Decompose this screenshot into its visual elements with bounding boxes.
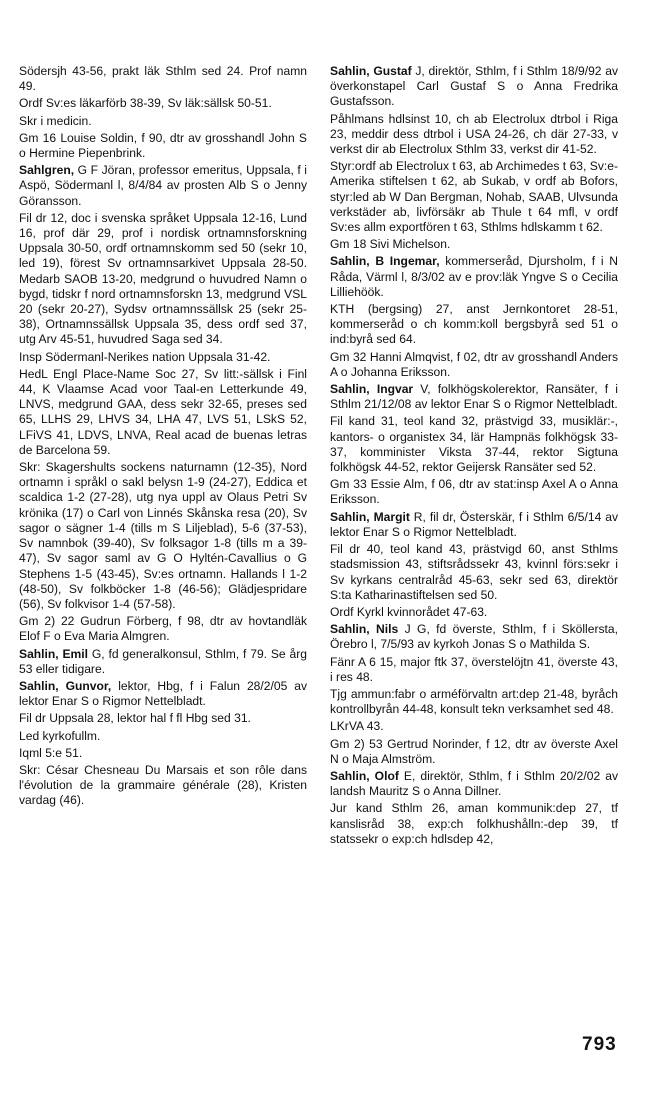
entry-text: Skr: César Chesneau Du Marsais et son rôle dans l'évolution de la grammaire générale (28), Kristen vardag (46). (19, 762, 307, 808)
entry-paragraph (330, 477, 618, 507)
biography-entry (330, 382, 618, 412)
entry-paragraph (19, 350, 307, 365)
entry-text: Påhlmans hdlsinst 10, ch ab Electrolux dtrbol i Riga 23, meddir dess dtrbol i USA 24-26, ch där 27-33, v verkst dir ab Electrolux Sthlm 33, verkst dir 41-52. (330, 111, 618, 157)
person-name: Sahlin, Margit (330, 509, 410, 524)
entry-paragraph (330, 302, 618, 348)
entry-text: Gm 18 Sivi Michelson. (330, 237, 451, 252)
person-name: Sahlin, Gunvor, (19, 678, 112, 693)
entry-text: Gm 2) 22 Gudrun Förberg, f 98, dtr av hovtandläk Elof F o Eva Maria Almgren. (19, 614, 307, 644)
entry-paragraph (19, 746, 307, 761)
entry-text: V, folkhögskolerektor, Ransäter, f i Sthlm 21/12/08 av lektor Enar S o Rigmor Nettelbladt. (330, 382, 618, 412)
entry-text: Gm 2) 53 Gertrud Norinder, f 12, dtr av överste Axel N o Maja Almström. (330, 736, 618, 766)
person-name: Sahlin, Olof (330, 768, 399, 783)
entry-text: Ordf Kyrkl kvinnorådet 47-63. (330, 604, 488, 619)
entry-paragraph (19, 131, 307, 161)
entry-paragraph (330, 542, 618, 603)
biography-entry (330, 622, 618, 652)
entry-text: Gm 32 Hanni Almqvist, f 02, dtr av grosshandl Anders A o Johanna Eriksson. (330, 349, 618, 379)
entry-text: Jur kand Sthlm 26, aman kommunik:dep 27, tf kanslisråd 38, exp:ch folkhushålln:-dep 39, tf statssekr o exp:ch hdlsdep 42, (330, 801, 618, 846)
entry-paragraph (330, 414, 618, 475)
entry-text: Gm 33 Essie Alm, f 06, dtr av stat:insp Axel A o Anna Eriksson. (330, 477, 618, 507)
biography-entry (330, 254, 618, 300)
entry-paragraph (330, 112, 618, 158)
entry-paragraph (330, 159, 618, 235)
entry-paragraph (19, 614, 307, 644)
person-name: Sahlgren, (19, 163, 75, 178)
entry-text: Insp Södermanl-Nerikes nation Uppsala 31-42. (19, 349, 271, 364)
entry-text: Ordf Sv:es läkarförb 38-39, Sv läk:sällsk 50-51. (19, 96, 272, 111)
left-column (19, 64, 307, 811)
entry-text: R, fil dr, Österskär, f i Sthlm 6/5/14 av lektor Enar S o Rigmor Nettelbladt. (330, 509, 618, 539)
entry-text: E, direktör, Sthlm, f i Sthlm 20/2/02 av landsh Mauritz S o Anna Dillner. (330, 768, 618, 799)
biography-entry (330, 510, 618, 540)
entry-text: Led kyrkofullm. (19, 728, 101, 743)
entry-paragraph (19, 711, 307, 726)
entry-paragraph (330, 719, 618, 734)
entry-paragraph (330, 655, 618, 685)
entry-text: Skr: Skagershults sockens naturnamn (12-35), Nord ortnamn i språkl o sakl belysn 1-9 (24-27), Eddica et scaldica 1-2 (27-28), utg nya uppl av Olaus Petri Sv krönika (17) o Carl von Linnés Skånska resa (20), Sv sagor o sägner 1-4 (tills m S Liljeblad), 5-6 (37-53), Sv namnbok (39-40), Sv folksagor 1-8 (tills m a 39-47), Sv sagor saml av G O Hyltén-Cavallius o G Stephens 1-5 (43-45), Sv:es ortnamn. Hallands l 1-2 (48-50), Sv folkböcker 1-8 (46-56); Glädjespridare (56), Sv folkvisor 1-4 (57-58). (19, 460, 307, 611)
entry-text: lektor, Hbg, f i Falun 28/2/05 av lektor Enar S o Rigmor Nettelbladt. (19, 678, 307, 709)
entry-paragraph (19, 367, 307, 458)
right-column (330, 64, 618, 849)
entry-text: LKrVA 43. (330, 719, 384, 734)
entry-text: Fil dr 12, doc i svenska språket Uppsala 12-16, Lund 16, prof där 29, prof i nordisk ortnamnsforskning Uppsala 30-50, ordf ortnamnskomm sed 50 (sekr 10, led 19), förest Sv ortnamnsarkivet Uppsala 28-50. Medarb SAOB 13-20, medgrund o huvudred Namn o bygd, tidskr f nord ortnamnsforskn 13, medgrund VSL 20 (sekr 20-27), Sydsv ortnamnssällsk 25 (sekr 25-38), Ortnamnssällsk Uppsala 35, dess ordf sed 37, utg Arv 45-51, huvudred Saga sed 34. (19, 210, 307, 347)
person-name: Sahlin, Ingvar (330, 382, 414, 397)
entry-text: J, direktör, Sthlm, f i Sthlm 18/9/92 av överkonstapel Carl Gustaf S o Anna Fredrika Gustafsson. (330, 64, 618, 109)
person-name: Sahlin, Emil (19, 646, 89, 661)
entry-paragraph (19, 114, 307, 129)
entry-text: G, fd generalkonsul, Sthlm, f 79. Se årg 53 eller tidigare. (19, 646, 307, 676)
entry-paragraph (19, 64, 307, 94)
person-name: Sahlin, B Ingemar, (330, 254, 440, 269)
entry-paragraph (19, 96, 307, 111)
entry-paragraph (330, 350, 618, 380)
entry-text: J G, fd överste, Sthlm, f i Sköllersta, Örebro l, 7/5/93 av kyrkoh Jonas S o Mathilda S. (330, 622, 618, 652)
biography-entry (19, 679, 307, 709)
person-name: Sahlin, Gustaf (330, 64, 412, 78)
entry-paragraph (19, 211, 307, 348)
entry-paragraph (19, 460, 307, 612)
entry-text: Skr i medicin. (19, 113, 92, 128)
biography-entry (330, 769, 618, 799)
entry-paragraph (330, 605, 618, 620)
entry-paragraph (19, 729, 307, 744)
entry-text: Fil dr Uppsala 28, lektor hal f fl Hbg sed 31. (19, 711, 251, 726)
entry-text: Fil dr 40, teol kand 43, prästvigd 60, anst Sthlms stadsmission 43, stiftsrådssekr 43, kvinnl förs:sekr i Sv kyrkans centralråd 45-63, sekr sed 63, direktör S:ta Katharinastiftelsen sed 50. (330, 542, 618, 602)
entry-text: KTH (bergsing) 27, anst Jernkontoret 28-51, kommerseråd o ch komm:koll bergsbyrå sed 51 o ind:byrå sed 64. (330, 302, 618, 347)
entry-text: Styr:ordf ab Electrolux t 63, ab Archimedes t 63, Sv:e-Amerika stiftelsen t 62, ab Sukab, v ordf ab Bofors, styr:led ab W Dan Bergman, Nohab, SAAB, Ulvsunda verkstäder ab, livförsäkr ab Thule t 64 mfl, v ordf Sv:es allm exportfören t 63, Sthlms hdlskamm t 62. (330, 159, 618, 235)
page-number: 793 (582, 1034, 617, 1055)
biography-entry (19, 647, 307, 677)
entry-text: Gm 16 Louise Soldin, f 90, dtr av grosshandl John S o Hermine Piepenbrink. (19, 130, 307, 161)
person-name: Sahlin, Nils (330, 622, 399, 637)
biography-entry (330, 64, 618, 110)
entry-paragraph (330, 801, 618, 847)
biography-entry (19, 163, 307, 209)
entry-text: Iqml 5:e 51. (19, 745, 83, 760)
entry-text: kommerseråd, Djursholm, f i N Råda, Värml l, 8/3/02 av e prov:läk Yngve S o Cecilia Lilliehöök. (330, 254, 618, 299)
entry-text: Fil kand 31, teol kand 32, prästvigd 33, musiklär:-, kantors- o organistex 34, lär Hampnäs folkhögsk 33-37, komminister Viksta 37-44, rektor Sigtuna folkhögsk 44-52, rektor Geijersk Ransäter sed 52. (330, 414, 618, 475)
entry-paragraph (19, 763, 307, 809)
entry-paragraph (330, 737, 618, 767)
entry-text: Södersjh 43-56, prakt läk Sthlm sed 24. Prof namn 49. (19, 64, 307, 94)
entry-text: HedL Engl Place-Name Soc 27, Sv litt:-sällsk i Finl 44, K Vlaamse Acad voor Taal-en Letterkunde 49, LNVS, medgrund GAA, dess sekr 32-65, preses sed 65, LLHS 29, LHVS 34, LHA 47, LVS 51, LSkS 52, LFiVS 41, LDVS, LNVA, Real acad de buenas letras de Barcelona 59. (19, 366, 307, 457)
entry-paragraph (330, 687, 618, 717)
entry-text: G F Jöran, professor emeritus, Uppsala, f i Aspö, Södermanl l, 8/4/84 av prosten Alb S o Jenny Göransson. (19, 163, 307, 208)
entry-paragraph (330, 237, 618, 252)
entry-text: Tjg ammun:fabr o arméförvaltn art:dep 21-48, byråch kontrollbyrån 44-48, konsult tekn verksamhet sed 48. (330, 686, 618, 717)
entry-text: Fänr A 6 15, major ftk 37, överstelöjtn 41, överste 43, i res 48. (330, 654, 618, 684)
